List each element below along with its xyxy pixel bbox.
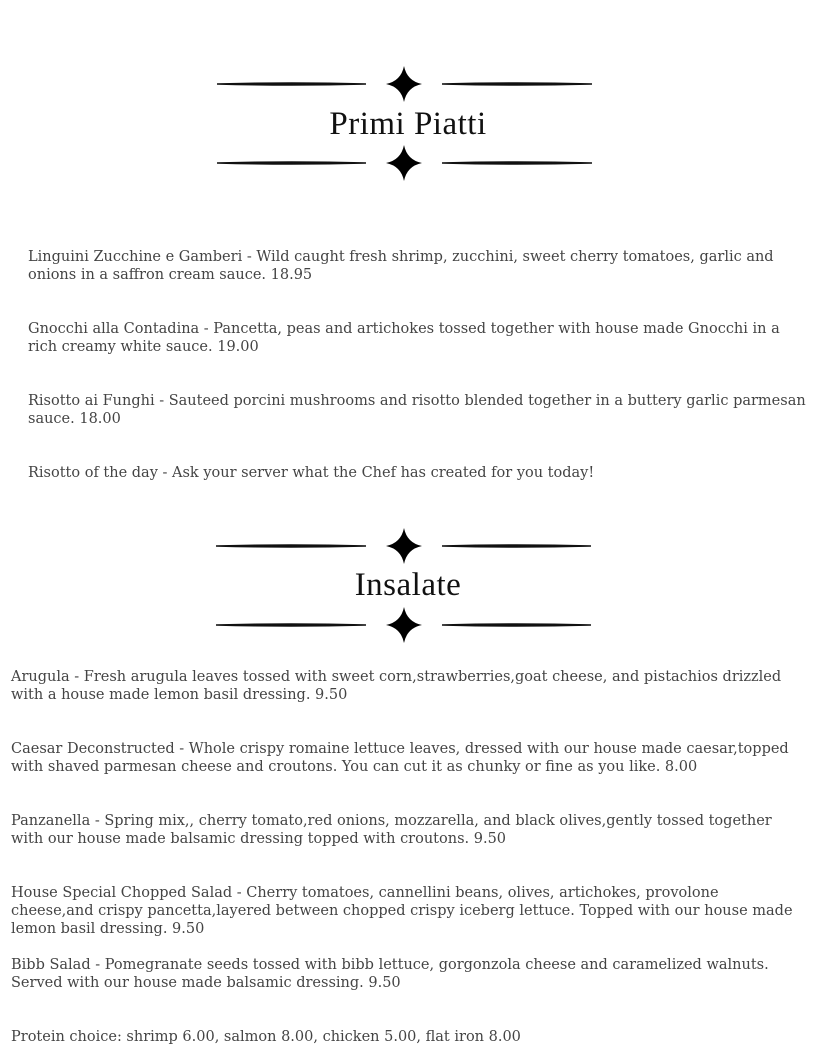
section-title: Primi Piatti [329, 106, 487, 142]
menu-item: Risotto ai Funghi - Sauteed porcini mushrooms and risotto blended together in a buttery garlic parmesan sauce. 18.00 [28, 393, 806, 427]
menu-item: Panzanella - Spring mix,, cherry tomato,red onions, mozzarella, and black olives,gently tossed together with our house made balsamic dressing topped with croutons. 9.50 [11, 813, 772, 847]
menu-item: Risotto of the day - Ask your server what the Chef has created for you today! [28, 465, 595, 481]
menu-item: Linguini Zucchine e Gamberi - Wild caught fresh shrimp, zucchini, sweet cherry tomatoes, garlic and onions in a saffron cream sauce. 18.95 [28, 249, 774, 283]
menu-item: Gnocchi alla Contadina - Pancetta, peas and artichokes tossed together with house made Gnocchi in a rich creamy white sauce. 19.00 [28, 321, 780, 355]
menu-item: Protein choice: shrimp 6.00, salmon 8.00, chicken 5.00, flat iron 8.00 [11, 1029, 521, 1045]
menu-item: Bibb Salad - Pomegranate seeds tossed with bibb lettuce, gorgonzola cheese and caramelized walnuts. Served with our house made balsamic dressing. 9.50 [11, 957, 769, 991]
section-title: Insalate [354, 567, 462, 603]
menu-item: House Special Chopped Salad - Cherry tomatoes, cannellini beans, olives, artichokes, provolone cheese,and crispy pancetta,layered between chopped crispy iceberg lettuce. Topped with our house made lemon basil dressing. 9.50 [11, 885, 793, 937]
menu-item: Arugula - Fresh arugula leaves tossed with sweet corn,strawberries,goat cheese, and pistachios drizzled with a house made lemon basil dressing. 9.50 [11, 669, 782, 703]
menu-item: Caesar Deconstructed - Whole crispy romaine lettuce leaves, dressed with our house made caesar,topped with shaved parmesan cheese and croutons. You can cut it as chunky or fine as you like. 8.00 [11, 741, 789, 775]
